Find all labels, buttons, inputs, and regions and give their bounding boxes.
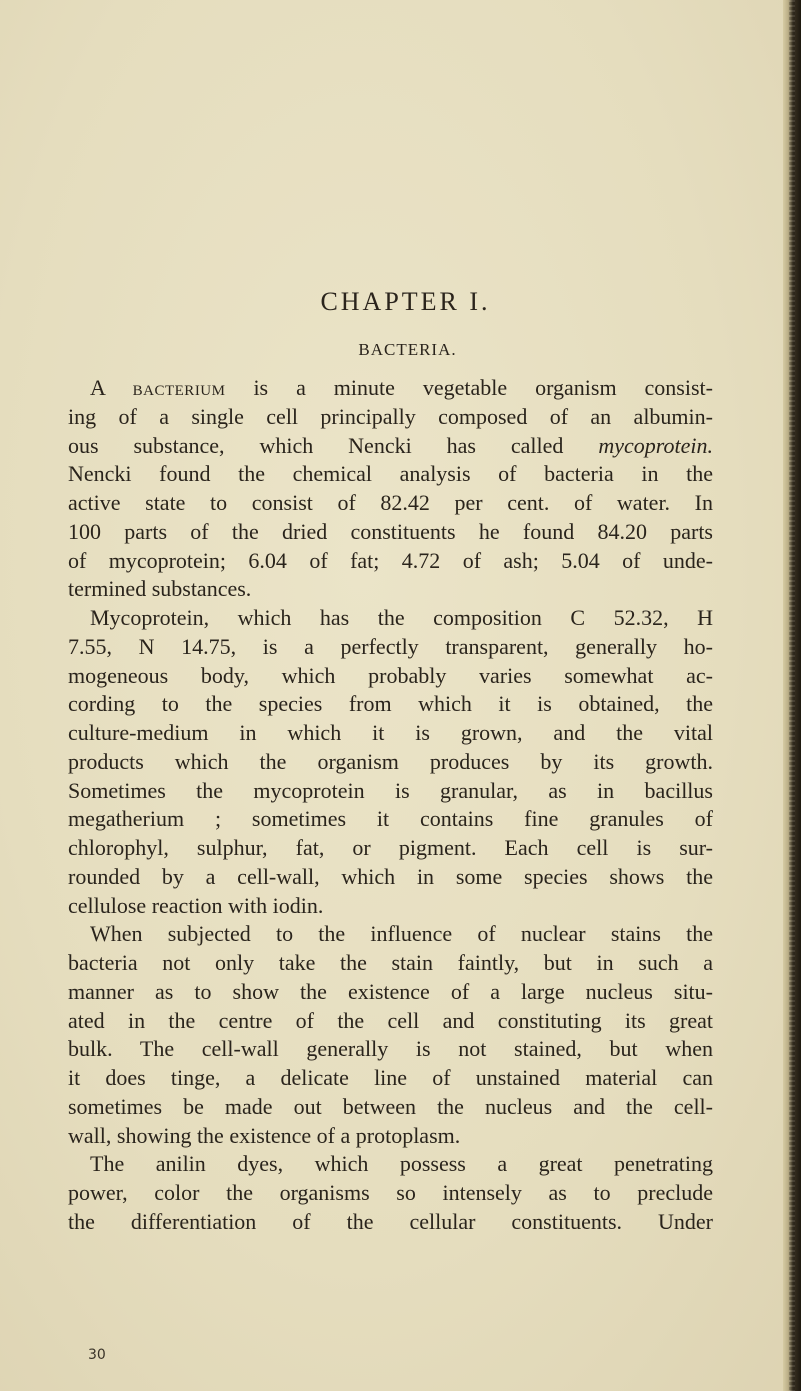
text-line: 100 parts of the dried constituents he found 84.20 parts (68, 518, 713, 544)
text-line: Mycoprotein, which has the composition C 52.32, H (90, 605, 713, 630)
page-number: 30 (88, 1347, 106, 1363)
text-line (68, 374, 713, 403)
text-line: Nencki found the chemical analysis of bacteria in the (68, 461, 713, 487)
text-line: When subjected to the influence of nuclear stains the (90, 921, 713, 947)
text-line: it does tinge, a delicate line of unstained material can (68, 1065, 713, 1090)
text-line: mogeneous body, which probably varies somewhat ac- (68, 662, 713, 688)
text-fragment: ous substance, which Nencki has called (68, 432, 599, 458)
text-line: termined substances. (68, 576, 252, 602)
paragraph-2 (68, 604, 713, 920)
paragraph-1 (68, 374, 713, 604)
text-line (68, 432, 713, 461)
smallcaps-term: bacterium (132, 375, 226, 400)
text-line: power, color the organisms so intensely as to preclude (68, 1180, 713, 1205)
text-line: ing of a single cell principally composed of an albumin- (68, 403, 713, 429)
text-line: chlorophyl, sulphur, fat, or pigment. Each cell is sur- (68, 835, 713, 860)
body-text (68, 374, 713, 1237)
chapter-title: CHAPTER I. (320, 287, 491, 316)
text-line: bulk. The cell-wall generally is not stained, but when (68, 1036, 713, 1062)
text-line: manner as to show the existence of a large nucleus situ- (68, 978, 713, 1004)
paragraph-3 (68, 920, 713, 1150)
text-line: sometimes be made out between the nucleus and the cell- (68, 1093, 713, 1119)
text-line: cellulose reaction with iodin. (68, 892, 324, 918)
text-line: ated in the centre of the cell and constituting its great (68, 1007, 713, 1033)
text-line: wall, showing the existence of a protoplasm. (68, 1122, 461, 1148)
text-line: cording to the species from which it is obtained, the (68, 691, 713, 717)
text-line: active state to consist of 82.42 per cent. of water. In (68, 490, 713, 515)
text-line: rounded by a cell-wall, which in some species shows the (68, 863, 713, 889)
text-line: bacteria not only take the stain faintly, but in such a (68, 950, 713, 975)
text-line: culture-medium in which it is grown, and the vital (68, 720, 713, 745)
paragraph-4 (68, 1150, 713, 1236)
text-fragment: is a minute vegetable organism consist- (225, 375, 713, 400)
page-edge-texture (789, 0, 795, 1391)
section-title: BACTERIA. (358, 340, 457, 359)
text-line: of mycoprotein; 6.04 of fat; 4.72 of ash; 5.04 of unde- (68, 547, 713, 573)
text-line: the differentiation of the cellular constituents. Under (68, 1208, 713, 1234)
text-line: Sometimes the mycoprotein is granular, as in bacillus (68, 777, 713, 803)
text-line: megatherium ; sometimes it contains fine granules of (68, 806, 713, 832)
italic-term: mycoprotein. (598, 432, 713, 458)
text-line: 7.55, N 14.75, is a perfectly transparent, generally ho- (68, 633, 713, 659)
text-line: The anilin dyes, which possess a great penetrating (90, 1151, 713, 1177)
text-fragment: A (90, 375, 133, 400)
text-line: products which the organism produces by its growth. (68, 748, 713, 774)
